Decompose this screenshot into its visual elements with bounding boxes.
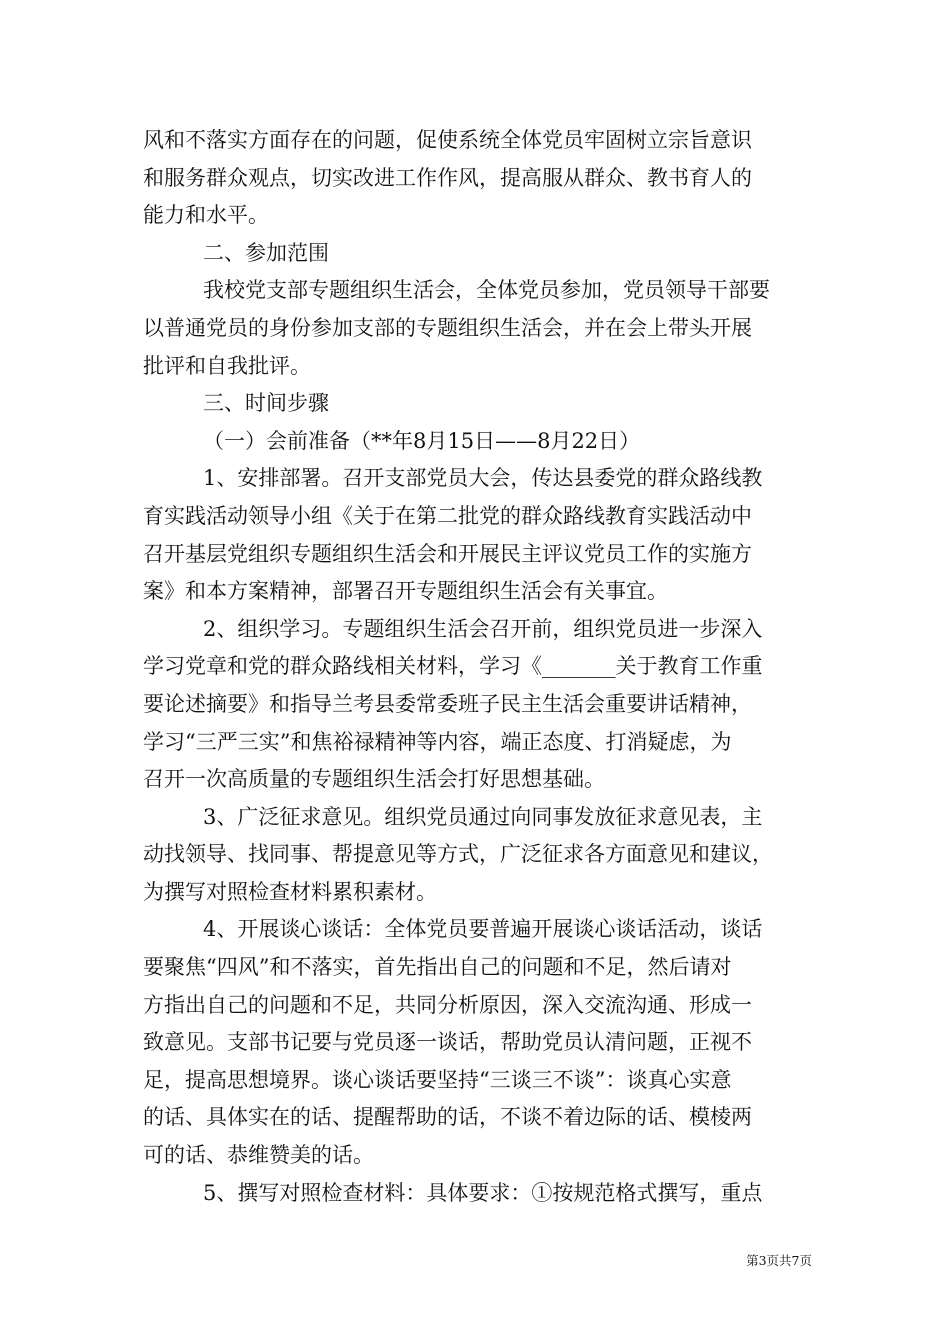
text-line: 以普通党员的身份参加支部的专题组织生活会，并在会上带头开展: [143, 315, 752, 340]
text-line: 的话、具体实在的话、提醒帮助的话，不谈不着边际的话、模棱两: [143, 1105, 752, 1130]
text-line: 批评和自我批评。: [143, 353, 311, 378]
text-line: 足，提高思想境界。谈心谈话要坚持“三谈三不谈”：谈真心实意: [143, 1067, 732, 1092]
text-line: 能力和水平。: [143, 203, 269, 228]
text-line: 方指出自己的问题和不足，共同分析原因，深入交流沟通、形成一: [143, 992, 752, 1017]
text-line: （一）会前准备（**年8月15日——8月22日）: [203, 428, 641, 453]
text-line: 二、参加范围: [203, 240, 329, 265]
text-line: 要聚焦“四风”和不落实，首先指出自己的问题和不足，然后请对: [143, 955, 732, 980]
text-line: 1、安排部署。召开支部党员大会，传达县委党的群众路线教: [203, 466, 763, 491]
text-line: 为撰写对照检查材料累积素材。: [143, 879, 437, 904]
text-line: 案》和本方案精神，部署召开专题组织生活会有关事宜。: [143, 579, 668, 604]
text-line: 三、时间步骤: [203, 391, 329, 416]
text-line: 4、开展谈心谈话：全体党员要普遍开展谈心谈话活动，谈话: [203, 917, 763, 942]
page-number-footer: 第3页共7页: [746, 1253, 812, 1268]
text-line: 3、广泛征求意见。组织党员通过向同事发放征求意见表，主: [203, 804, 763, 829]
text-line: 育实践活动领导小组《关于在第二批党的群众路线教育实践活动中: [143, 503, 752, 528]
text-line: 学习“三严三实”和焦裕禄精神等内容，端正态度、打消疑虑，为: [143, 729, 732, 754]
text-line: 致意见。支部书记要与党员逐一谈话，帮助党员认清问题，正视不: [143, 1030, 752, 1055]
text-line: 5、撰写对照检查材料：具体要求：①按规范格式撰写，重点: [203, 1180, 763, 1205]
text-line: 可的话、恭维赞美的话。: [143, 1143, 374, 1168]
text-line: 动找领导、找同事、帮提意见等方式，广泛征求各方面意见和建议，: [143, 842, 773, 867]
text-line: 2、组织学习。专题组织生活会召开前，组织党员进一步深入: [203, 616, 763, 641]
text-line: 召开一次高质量的专题组织生活会打好思想基础。: [143, 767, 605, 792]
text-line: 和服务群众观点，切实改进工作作风，提高服从群众、教书育人的: [143, 165, 752, 190]
text-line: 风和不落实方面存在的问题，促使系统全体党员牢固树立宗旨意识: [143, 128, 752, 152]
text-line: 要论述摘要》和指导兰考县委常委班子民主生活会重要讲话精神，: [143, 691, 752, 716]
document-body: [143, 122, 811, 1212]
text-line: 学习党章和党的群众路线相关材料，学习《_______关于教育工作重: [143, 654, 763, 679]
text-line: 我校党支部专题组织生活会，全体党员参加，党员领导干部要: [203, 278, 770, 303]
text-line: 召开基层党组织专题组织生活会和开展民主评议党员工作的实施方: [143, 541, 752, 566]
